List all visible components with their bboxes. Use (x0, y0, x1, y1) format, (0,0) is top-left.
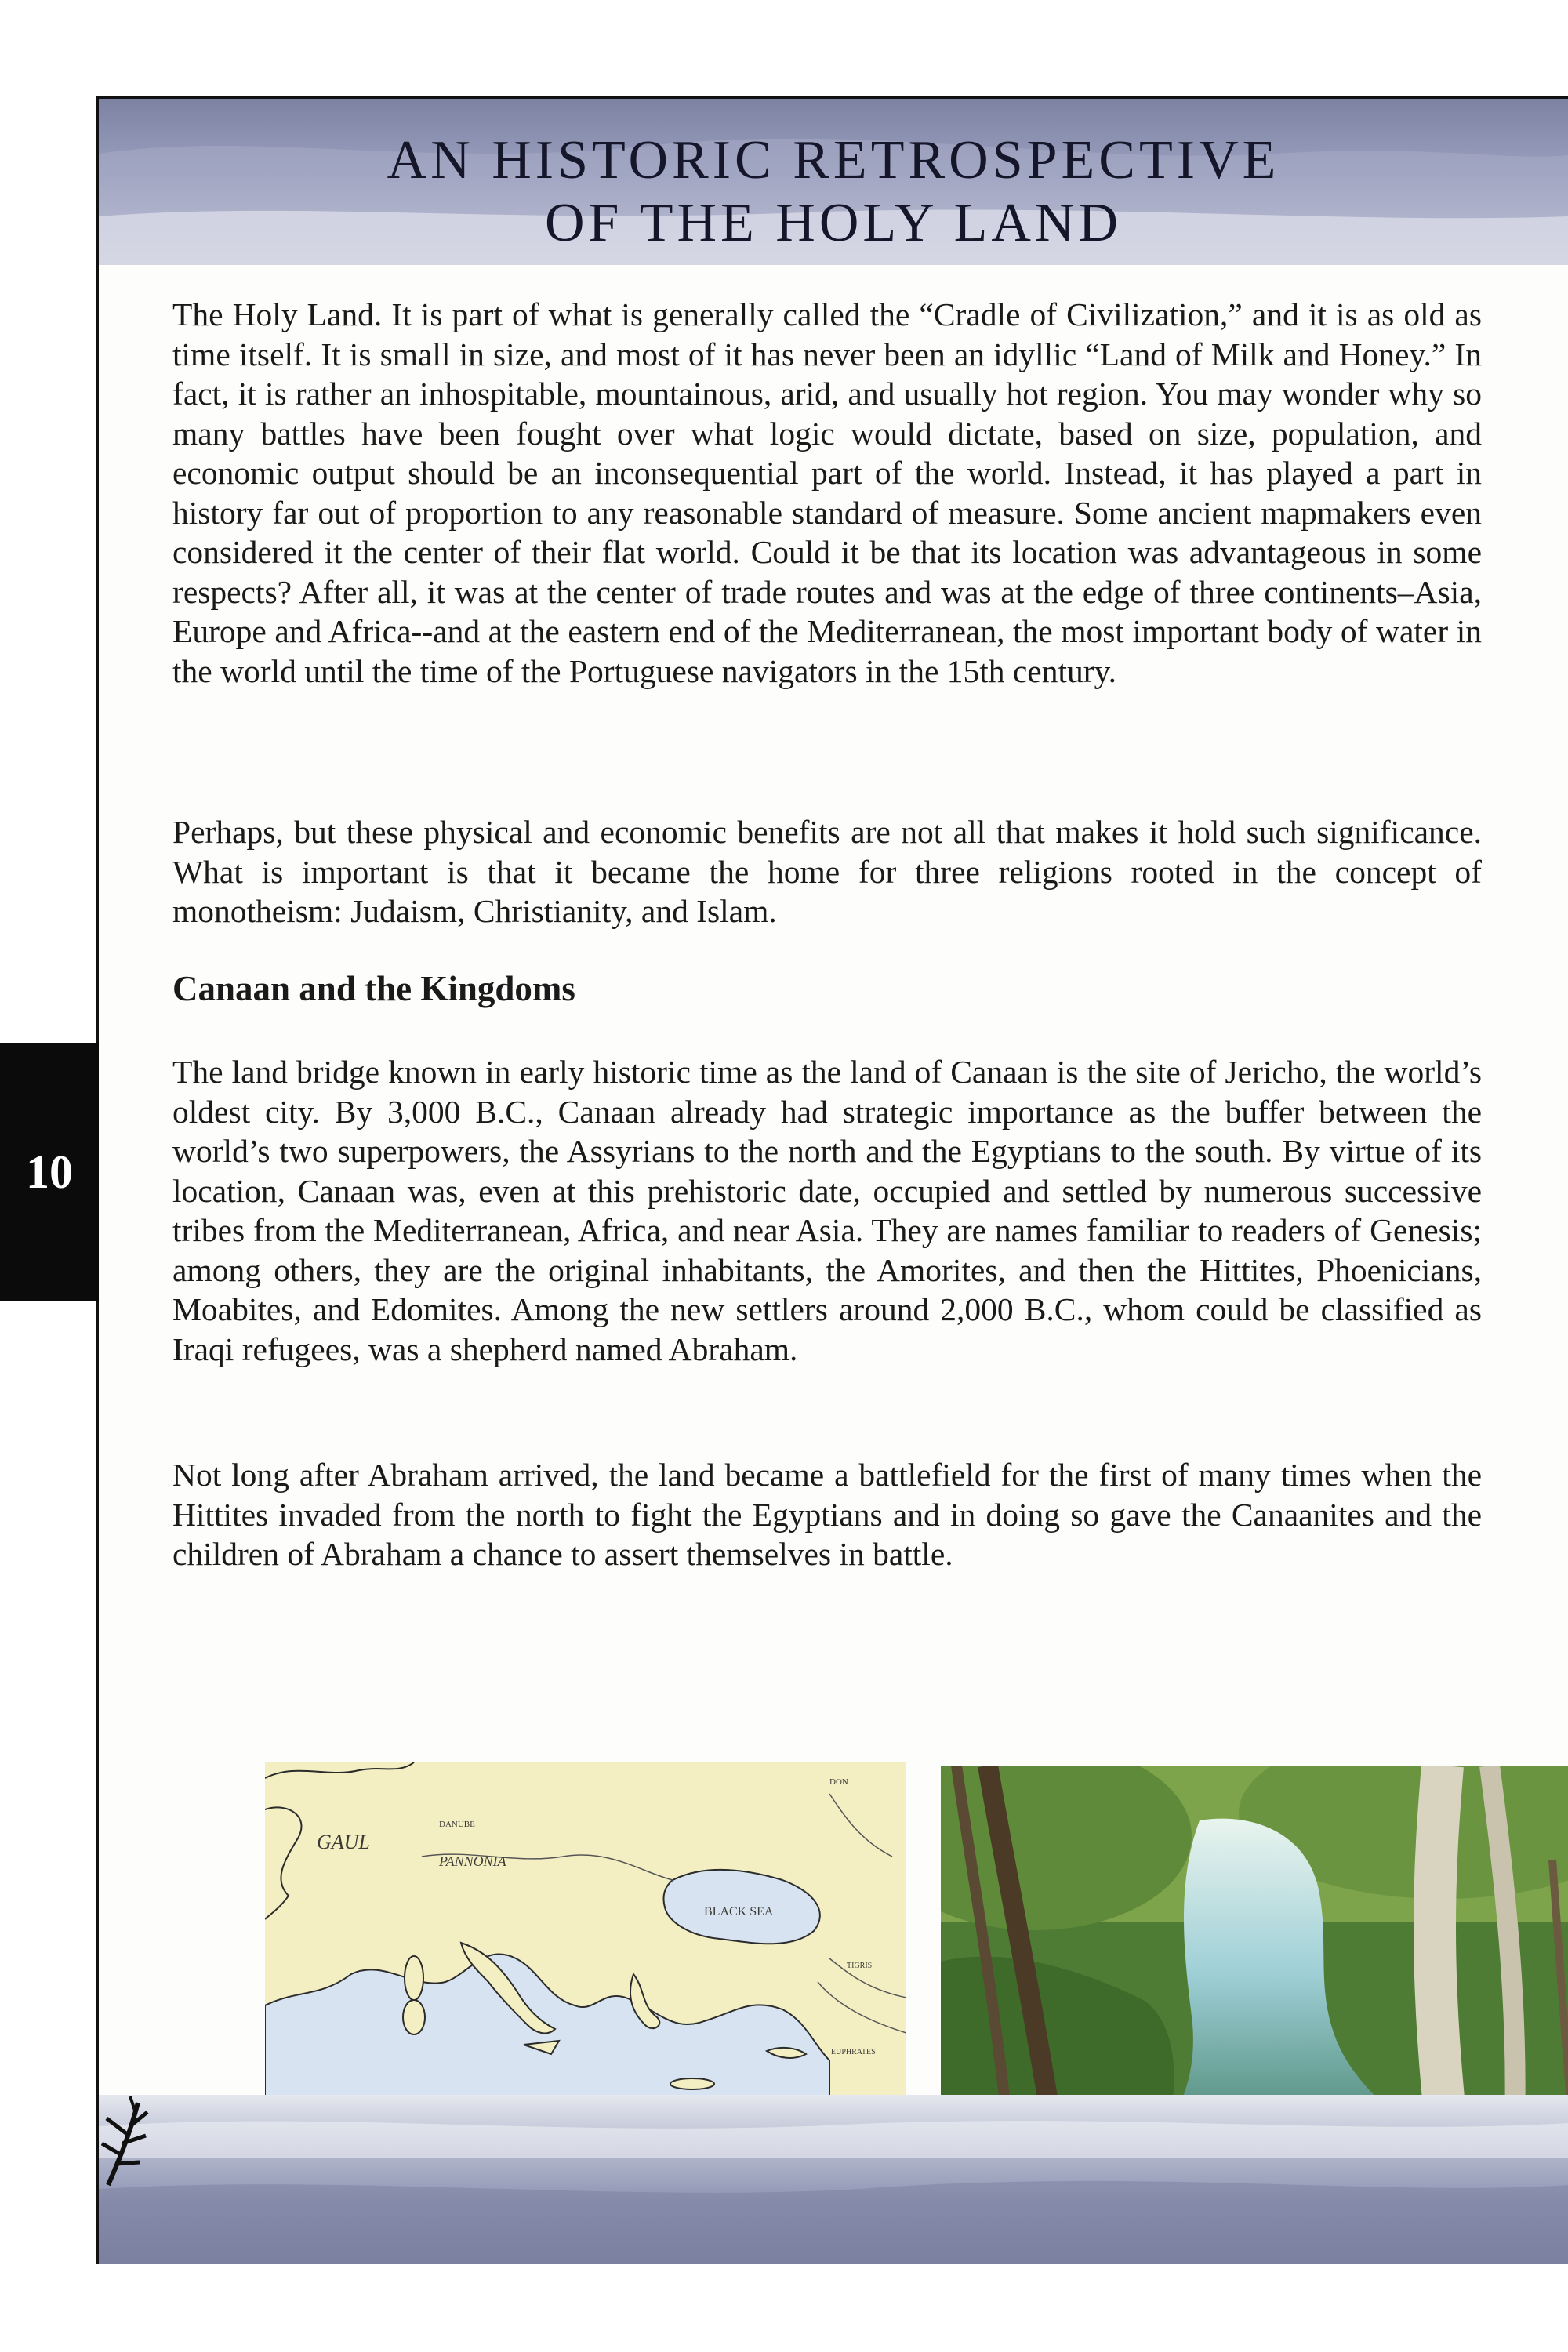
footer-banner (99, 2095, 1568, 2264)
intro-paragraph: The Holy Land. It is part of what is generally called the “Cradle of Civilization,” and it is as old as time itself. It is small in size, and most of it has never been an idyllic “Land of Milk and Honey.” In fact, it is rather an inhospitable, mountainous, arid, and usually hot region. You may wonder why so many battles have been fought over what logic would dictate, based on size, population, and economic output should be an inconsequential part of the world. Instead, it has played a part in history far out of proportion to any reasonable standard of measure. Some ancient mapmakers even considered it the center of their flat world. Could it be that its location was advantageous in some respects? After all, it was at the center of trade routes and was at the edge of three continents–Asia, Europe and Africa--and at the eastern end of the Mediterranean, the most important body of water in the world until the time of the Portuguese navigators in the 15th century. (172, 296, 1482, 689)
footer-landscape (99, 2095, 1568, 2264)
abraham-paragraph: Not long after Abraham arrived, the land became a battlefield for the first of many times when the Hittites invaded from the north to fight the Egyptians and in doing so gave the Canaanites and the children of Abraham a chance to assert themselves in battle. (172, 1457, 1482, 1572)
canaan-paragraph: The land bridge known in early historic time as the land of Canaan is the site of Jericho, the world’s oldest city. By 3,000 B.C., Canaan already had strategic importance as the buffer between the world’s two superpowers, the Assyrians to the north and the Egyptians to the south. By virtue of its location, Canaan was, even at this prehistoric date, occupied and settled by numerous successive tribes from the Mediterranean, Africa, and near Asia. They are names familiar to readers of Genesis; among others, they are the original inhabitants, the Amorites, and then the Hittites, Phoenicians, Moabites, and Edomites. Among the new settlers around 2,000 B.C., whom could be classified as Iraqi refugees, was a shepherd named Abraham. (172, 1054, 1482, 1367)
page-frame (96, 96, 1568, 2264)
section-heading: Canaan and the Kingdoms (172, 969, 575, 1008)
page-title-line2: OF THE HOLY LAND (544, 193, 1122, 253)
map-label-don: DON (829, 1777, 848, 1787)
olive-branch-emblem-icon (99, 2095, 154, 2189)
header-banner (99, 99, 1568, 265)
map-label-gaul: GAUL (317, 1831, 370, 1853)
map-label-danube: DANUBE (439, 1820, 475, 1829)
significance-paragraph: Perhaps, but these physical and economic benefits are not all that makes it hold such significance. What is important is that it became the home for three religions rooted in the concept of monotheism: Judaism, Christianity, and Islam. (172, 814, 1482, 929)
page-title-line1: AN HISTORIC RETROSPECTIVE (387, 130, 1280, 191)
map-label-euphrates: EUPHRATES (831, 2048, 876, 2056)
map-label-tigris: TIGRIS (847, 1962, 873, 1970)
page-number: 10 (26, 1145, 73, 1198)
map-label-black-sea: BLACK SEA (704, 1905, 774, 1918)
page-number-tab (0, 1043, 99, 1301)
map-label-pannonia: PANNONIA (439, 1853, 506, 1869)
